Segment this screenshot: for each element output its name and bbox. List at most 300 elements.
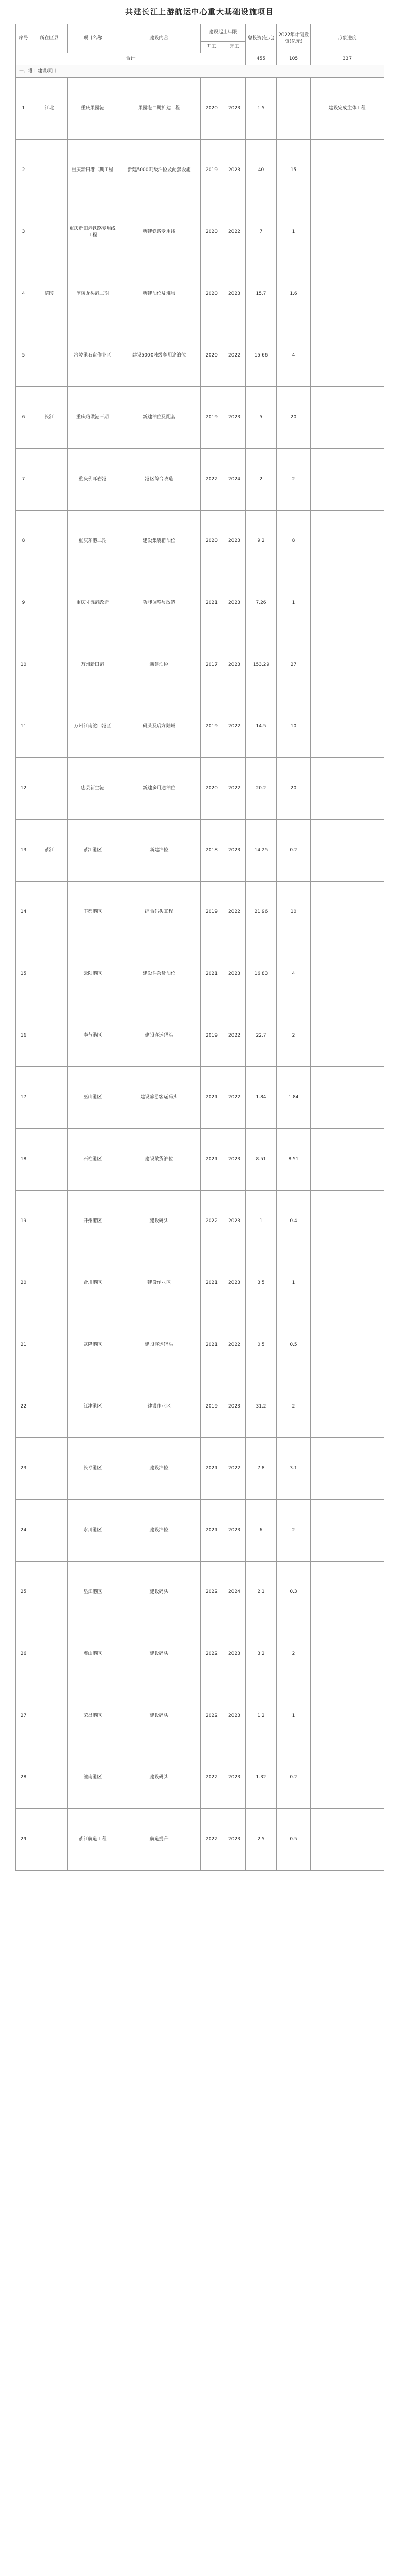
cell-inv: 8.51 xyxy=(246,1129,277,1191)
cell-end: 2023 xyxy=(223,1500,246,1562)
table-row xyxy=(16,1438,384,1500)
cell-prog xyxy=(311,449,384,511)
cell-inv: 3.2 xyxy=(246,1623,277,1685)
cell-no: 14 xyxy=(16,882,31,943)
cell-name: 璧山港区 xyxy=(68,1623,118,1685)
cell-plan: 27 xyxy=(277,634,311,696)
cell-name: 永川港区 xyxy=(68,1500,118,1562)
cell-end: 2022 xyxy=(223,201,246,263)
cell-inv: 15.7 xyxy=(246,263,277,325)
cell-start: 2021 xyxy=(201,1314,223,1376)
table-row xyxy=(16,943,384,1005)
cell-inv: 1 xyxy=(246,1191,277,1252)
cell-region xyxy=(31,1809,68,1871)
cell-prog xyxy=(311,1314,384,1376)
table-row xyxy=(16,1314,384,1376)
cell-region xyxy=(31,1562,68,1623)
table-row xyxy=(16,1747,384,1809)
cell-plan: 0.4 xyxy=(277,1191,311,1252)
cell-prog xyxy=(311,1623,384,1685)
table-row xyxy=(16,634,384,696)
cell-content: 港区综合改造 xyxy=(118,449,201,511)
table-row xyxy=(16,696,384,758)
cell-prog xyxy=(311,511,384,572)
cell-plan: 1 xyxy=(277,1252,311,1314)
cell-region xyxy=(31,1376,68,1438)
cell-name: 开州港区 xyxy=(68,1191,118,1252)
cell-end: 2022 xyxy=(223,758,246,820)
cell-end: 2023 xyxy=(223,1129,246,1191)
cell-no: 1 xyxy=(16,78,31,140)
table-row xyxy=(16,1809,384,1871)
cell-plan: 10 xyxy=(277,696,311,758)
cell-end: 2022 xyxy=(223,882,246,943)
table-row xyxy=(16,1252,384,1314)
cell-content: 建设码头 xyxy=(118,1623,201,1685)
cell-inv: 31.2 xyxy=(246,1376,277,1438)
cell-name: 江津港区 xyxy=(68,1376,118,1438)
cell-content: 建设客运码头 xyxy=(118,1005,201,1067)
cell-plan: 0.5 xyxy=(277,1809,311,1871)
cell-end: 2023 xyxy=(223,78,246,140)
cell-content: 建设客运码头 xyxy=(118,1314,201,1376)
cell-no: 19 xyxy=(16,1191,31,1252)
cell-prog xyxy=(311,140,384,201)
table-body xyxy=(16,53,384,1871)
cell-inv: 1.5 xyxy=(246,78,277,140)
cell-plan xyxy=(277,78,311,140)
table-row xyxy=(16,758,384,820)
header-period: 建设起止年限 xyxy=(201,24,246,42)
cell-start: 2021 xyxy=(201,1129,223,1191)
cell-end: 2023 xyxy=(223,572,246,634)
table-row xyxy=(16,78,384,140)
cell-plan: 8 xyxy=(277,511,311,572)
cell-plan: 2 xyxy=(277,1005,311,1067)
cell-start: 2019 xyxy=(201,1376,223,1438)
cell-plan: 15 xyxy=(277,140,311,201)
cell-region xyxy=(31,696,68,758)
cell-content: 果园港二期扩建工程 xyxy=(118,78,201,140)
cell-no: 15 xyxy=(16,943,31,1005)
cell-inv: 1.84 xyxy=(246,1067,277,1129)
cell-name: 涪陵龙头港二期 xyxy=(68,263,118,325)
cell-end: 2023 xyxy=(223,1685,246,1747)
cell-region xyxy=(31,882,68,943)
cell-content: 新建泊位 xyxy=(118,634,201,696)
table-row xyxy=(16,387,384,449)
cell-content: 建设码头 xyxy=(118,1562,201,1623)
table-row xyxy=(16,201,384,263)
cell-prog: 建设完成主体工程 xyxy=(311,78,384,140)
cell-region xyxy=(31,1747,68,1809)
cell-end: 2022 xyxy=(223,325,246,387)
cell-name: 涪陵港石盘作业区 xyxy=(68,325,118,387)
project-table-sheet xyxy=(15,24,384,1871)
table-row xyxy=(16,325,384,387)
cell-inv: 7.8 xyxy=(246,1438,277,1500)
cell-name: 万州江南沱口港区 xyxy=(68,696,118,758)
cell-inv: 22.7 xyxy=(246,1005,277,1067)
cell-name: 重庆寸滩港改造 xyxy=(68,572,118,634)
table-row xyxy=(16,1067,384,1129)
summary-progress: 337 xyxy=(311,53,384,65)
cell-end: 2023 xyxy=(223,943,246,1005)
table-row xyxy=(16,1500,384,1562)
cell-no: 17 xyxy=(16,1067,31,1129)
cell-no: 4 xyxy=(16,263,31,325)
cell-start: 2021 xyxy=(201,1252,223,1314)
table-row xyxy=(16,1562,384,1623)
cell-start: 2021 xyxy=(201,572,223,634)
cell-content: 建设5000吨级多用途泊位 xyxy=(118,325,201,387)
cell-region xyxy=(31,1685,68,1747)
cell-end: 2024 xyxy=(223,1562,246,1623)
cell-inv: 7 xyxy=(246,201,277,263)
cell-start: 2021 xyxy=(201,1438,223,1500)
cell-content: 新建铁路专用线 xyxy=(118,201,201,263)
section-row xyxy=(16,65,384,78)
cell-region xyxy=(31,758,68,820)
cell-inv: 40 xyxy=(246,140,277,201)
cell-end: 2023 xyxy=(223,1747,246,1809)
cell-end: 2023 xyxy=(223,1252,246,1314)
cell-end: 2023 xyxy=(223,1809,246,1871)
cell-no: 6 xyxy=(16,387,31,449)
cell-no: 28 xyxy=(16,1747,31,1809)
table-row xyxy=(16,1623,384,1685)
cell-prog xyxy=(311,943,384,1005)
cell-prog xyxy=(311,1685,384,1747)
cell-start: 2022 xyxy=(201,1191,223,1252)
cell-name: 垫江港区 xyxy=(68,1562,118,1623)
cell-end: 2023 xyxy=(223,263,246,325)
cell-name: 云阳港区 xyxy=(68,943,118,1005)
cell-no: 13 xyxy=(16,820,31,882)
cell-plan: 2 xyxy=(277,1623,311,1685)
cell-inv: 1.32 xyxy=(246,1747,277,1809)
cell-start: 2020 xyxy=(201,201,223,263)
header-start: 开工 xyxy=(201,42,223,53)
cell-prog xyxy=(311,1252,384,1314)
cell-end: 2024 xyxy=(223,449,246,511)
summary-plan: 105 xyxy=(277,53,311,65)
cell-end: 2022 xyxy=(223,696,246,758)
cell-start: 2022 xyxy=(201,449,223,511)
cell-name: 潼南港区 xyxy=(68,1747,118,1809)
cell-name: 荣昌港区 xyxy=(68,1685,118,1747)
table-row xyxy=(16,1191,384,1252)
cell-start: 2021 xyxy=(201,943,223,1005)
cell-start: 2019 xyxy=(201,882,223,943)
cell-no: 11 xyxy=(16,696,31,758)
section-label: 一、港口建设项目 xyxy=(16,65,384,78)
cell-inv: 5 xyxy=(246,387,277,449)
cell-end: 2023 xyxy=(223,1623,246,1685)
cell-inv: 6 xyxy=(246,1500,277,1562)
cell-no: 3 xyxy=(16,201,31,263)
cell-end: 2022 xyxy=(223,1314,246,1376)
cell-plan: 1.6 xyxy=(277,263,311,325)
cell-no: 10 xyxy=(16,634,31,696)
cell-prog xyxy=(311,882,384,943)
cell-name: 重庆新田港铁路专用线工程 xyxy=(68,201,118,263)
cell-start: 2021 xyxy=(201,1500,223,1562)
header-name: 项目名称 xyxy=(68,24,118,53)
cell-end: 2023 xyxy=(223,387,246,449)
cell-prog xyxy=(311,201,384,263)
cell-no: 9 xyxy=(16,572,31,634)
cell-start: 2019 xyxy=(201,387,223,449)
cell-inv: 2.5 xyxy=(246,1809,277,1871)
cell-end: 2022 xyxy=(223,1005,246,1067)
cell-plan: 0.2 xyxy=(277,1747,311,1809)
cell-prog xyxy=(311,758,384,820)
table-row xyxy=(16,820,384,882)
cell-name: 万州新田港 xyxy=(68,634,118,696)
cell-name: 重庆珞璜港三期 xyxy=(68,387,118,449)
header-content: 建设内容 xyxy=(118,24,201,53)
cell-prog xyxy=(311,1067,384,1129)
cell-content: 建设泊位 xyxy=(118,1438,201,1500)
cell-no: 22 xyxy=(16,1376,31,1438)
project-table xyxy=(15,24,384,1871)
cell-prog xyxy=(311,1562,384,1623)
cell-plan: 3.1 xyxy=(277,1438,311,1500)
cell-content: 新建泊位及堆场 xyxy=(118,263,201,325)
summary-label: 合计 xyxy=(16,53,246,65)
cell-end: 2023 xyxy=(223,511,246,572)
cell-end: 2022 xyxy=(223,1067,246,1129)
cell-start: 2019 xyxy=(201,140,223,201)
table-row xyxy=(16,1005,384,1067)
cell-no: 23 xyxy=(16,1438,31,1500)
cell-plan: 1 xyxy=(277,572,311,634)
cell-no: 12 xyxy=(16,758,31,820)
cell-content: 建设码头 xyxy=(118,1191,201,1252)
cell-plan: 4 xyxy=(277,943,311,1005)
cell-no: 8 xyxy=(16,511,31,572)
cell-no: 2 xyxy=(16,140,31,201)
cell-name: 綦江港区 xyxy=(68,820,118,882)
cell-name: 武隆港区 xyxy=(68,1314,118,1376)
table-row xyxy=(16,263,384,325)
cell-name: 长寿港区 xyxy=(68,1438,118,1500)
cell-content: 新建多用途泊位 xyxy=(118,758,201,820)
cell-plan: 20 xyxy=(277,387,311,449)
cell-no: 29 xyxy=(16,1809,31,1871)
cell-content: 建设码头 xyxy=(118,1747,201,1809)
header-investment: 总投资(亿元) xyxy=(246,24,277,53)
cell-prog xyxy=(311,325,384,387)
cell-prog xyxy=(311,1500,384,1562)
cell-content: 新建5000吨级泊位及配套设施 xyxy=(118,140,201,201)
cell-prog xyxy=(311,1005,384,1067)
cell-inv: 0.5 xyxy=(246,1314,277,1376)
table-row xyxy=(16,572,384,634)
cell-name: 重庆佛耳岩港 xyxy=(68,449,118,511)
cell-no: 20 xyxy=(16,1252,31,1314)
cell-start: 2019 xyxy=(201,696,223,758)
table-row xyxy=(16,140,384,201)
cell-name: 重庆果园港 xyxy=(68,78,118,140)
cell-plan: 1 xyxy=(277,201,311,263)
cell-inv: 1.2 xyxy=(246,1685,277,1747)
cell-prog xyxy=(311,572,384,634)
cell-region xyxy=(31,1191,68,1252)
cell-content: 码头及后方陆域 xyxy=(118,696,201,758)
summary-investment: 455 xyxy=(246,53,277,65)
cell-plan: 0.5 xyxy=(277,1314,311,1376)
cell-region xyxy=(31,140,68,201)
cell-start: 2022 xyxy=(201,1623,223,1685)
cell-start: 2020 xyxy=(201,78,223,140)
cell-region xyxy=(31,572,68,634)
cell-plan: 2 xyxy=(277,1500,311,1562)
cell-start: 2019 xyxy=(201,1005,223,1067)
cell-content: 建设作业区 xyxy=(118,1376,201,1438)
cell-content: 建设泊位 xyxy=(118,1500,201,1562)
cell-start: 2017 xyxy=(201,634,223,696)
cell-end: 2022 xyxy=(223,1438,246,1500)
cell-no: 7 xyxy=(16,449,31,511)
cell-region xyxy=(31,634,68,696)
cell-no: 25 xyxy=(16,1562,31,1623)
cell-plan: 4 xyxy=(277,325,311,387)
cell-prog xyxy=(311,634,384,696)
cell-plan: 1.84 xyxy=(277,1067,311,1129)
header-no: 序号 xyxy=(16,24,31,53)
cell-start: 2018 xyxy=(201,820,223,882)
cell-start: 2020 xyxy=(201,758,223,820)
cell-plan: 1 xyxy=(277,1685,311,1747)
cell-prog xyxy=(311,1809,384,1871)
cell-content: 建设件杂货泊位 xyxy=(118,943,201,1005)
cell-content: 航道提升 xyxy=(118,1809,201,1871)
cell-start: 2020 xyxy=(201,325,223,387)
cell-name: 石柱港区 xyxy=(68,1129,118,1191)
cell-name: 丰都港区 xyxy=(68,882,118,943)
cell-start: 2022 xyxy=(201,1747,223,1809)
cell-inv: 20.2 xyxy=(246,758,277,820)
header-progress: 形象进度 xyxy=(311,24,384,53)
cell-content: 建设集装箱泊位 xyxy=(118,511,201,572)
cell-region xyxy=(31,1314,68,1376)
cell-plan: 2 xyxy=(277,1376,311,1438)
cell-inv: 2 xyxy=(246,449,277,511)
cell-start: 2022 xyxy=(201,1562,223,1623)
cell-start: 2020 xyxy=(201,263,223,325)
cell-region xyxy=(31,1005,68,1067)
cell-inv: 21.96 xyxy=(246,882,277,943)
cell-content: 综合码头工程 xyxy=(118,882,201,943)
cell-end: 2023 xyxy=(223,820,246,882)
cell-content: 建设散货泊位 xyxy=(118,1129,201,1191)
cell-name: 巫山港区 xyxy=(68,1067,118,1129)
cell-prog xyxy=(311,263,384,325)
cell-region xyxy=(31,1438,68,1500)
cell-content: 新建泊位及配套 xyxy=(118,387,201,449)
cell-region: 江北 xyxy=(31,78,68,140)
cell-region xyxy=(31,325,68,387)
cell-start: 2022 xyxy=(201,1685,223,1747)
header-end: 完工 xyxy=(223,42,246,53)
cell-plan: 10 xyxy=(277,882,311,943)
cell-no: 16 xyxy=(16,1005,31,1067)
cell-start: 2022 xyxy=(201,1809,223,1871)
cell-content: 建设码头 xyxy=(118,1685,201,1747)
cell-region xyxy=(31,943,68,1005)
cell-inv: 2.1 xyxy=(246,1562,277,1623)
table-row xyxy=(16,511,384,572)
cell-name: 忠县新生港 xyxy=(68,758,118,820)
cell-plan: 2 xyxy=(277,449,311,511)
cell-name: 奉节港区 xyxy=(68,1005,118,1067)
table-row xyxy=(16,1129,384,1191)
header-plan: 2022年计划投资(亿元) xyxy=(277,24,311,53)
cell-no: 26 xyxy=(16,1623,31,1685)
cell-end: 2023 xyxy=(223,140,246,201)
cell-name: 重庆新田港二期工程 xyxy=(68,140,118,201)
table-row xyxy=(16,1685,384,1747)
cell-prog xyxy=(311,820,384,882)
cell-plan: 0.2 xyxy=(277,820,311,882)
page-title: 共建长江上游航运中心重大基础设施项目 xyxy=(125,7,274,16)
cell-plan: 20 xyxy=(277,758,311,820)
cell-name: 綦江航道工程 xyxy=(68,1809,118,1871)
cell-no: 24 xyxy=(16,1500,31,1562)
cell-region xyxy=(31,1623,68,1685)
table-row xyxy=(16,1376,384,1438)
cell-region xyxy=(31,511,68,572)
cell-prog xyxy=(311,1438,384,1500)
cell-region xyxy=(31,449,68,511)
cell-inv: 16.83 xyxy=(246,943,277,1005)
cell-region xyxy=(31,1129,68,1191)
cell-region: 涪陵 xyxy=(31,263,68,325)
cell-end: 2023 xyxy=(223,634,246,696)
cell-region: 綦江 xyxy=(31,820,68,882)
cell-content: 功能调整与改造 xyxy=(118,572,201,634)
cell-region xyxy=(31,1500,68,1562)
header-region: 所在区县 xyxy=(31,24,68,53)
cell-inv: 14.25 xyxy=(246,820,277,882)
summary-row xyxy=(16,53,384,65)
cell-plan: 0.3 xyxy=(277,1562,311,1623)
table-row xyxy=(16,882,384,943)
cell-prog xyxy=(311,1747,384,1809)
cell-no: 5 xyxy=(16,325,31,387)
table-row xyxy=(16,449,384,511)
cell-inv: 14.5 xyxy=(246,696,277,758)
cell-region xyxy=(31,1252,68,1314)
cell-inv: 15.66 xyxy=(246,325,277,387)
cell-end: 2023 xyxy=(223,1191,246,1252)
cell-name: 合川港区 xyxy=(68,1252,118,1314)
cell-content: 建设作业区 xyxy=(118,1252,201,1314)
cell-name: 重庆东港二期 xyxy=(68,511,118,572)
cell-content: 建设旅游客运码头 xyxy=(118,1067,201,1129)
cell-inv: 9.2 xyxy=(246,511,277,572)
cell-region: 长江 xyxy=(31,387,68,449)
cell-start: 2021 xyxy=(201,1067,223,1129)
cell-prog xyxy=(311,1376,384,1438)
cell-no: 21 xyxy=(16,1314,31,1376)
cell-start: 2020 xyxy=(201,511,223,572)
cell-no: 27 xyxy=(16,1685,31,1747)
cell-prog xyxy=(311,1129,384,1191)
cell-end: 2023 xyxy=(223,1376,246,1438)
